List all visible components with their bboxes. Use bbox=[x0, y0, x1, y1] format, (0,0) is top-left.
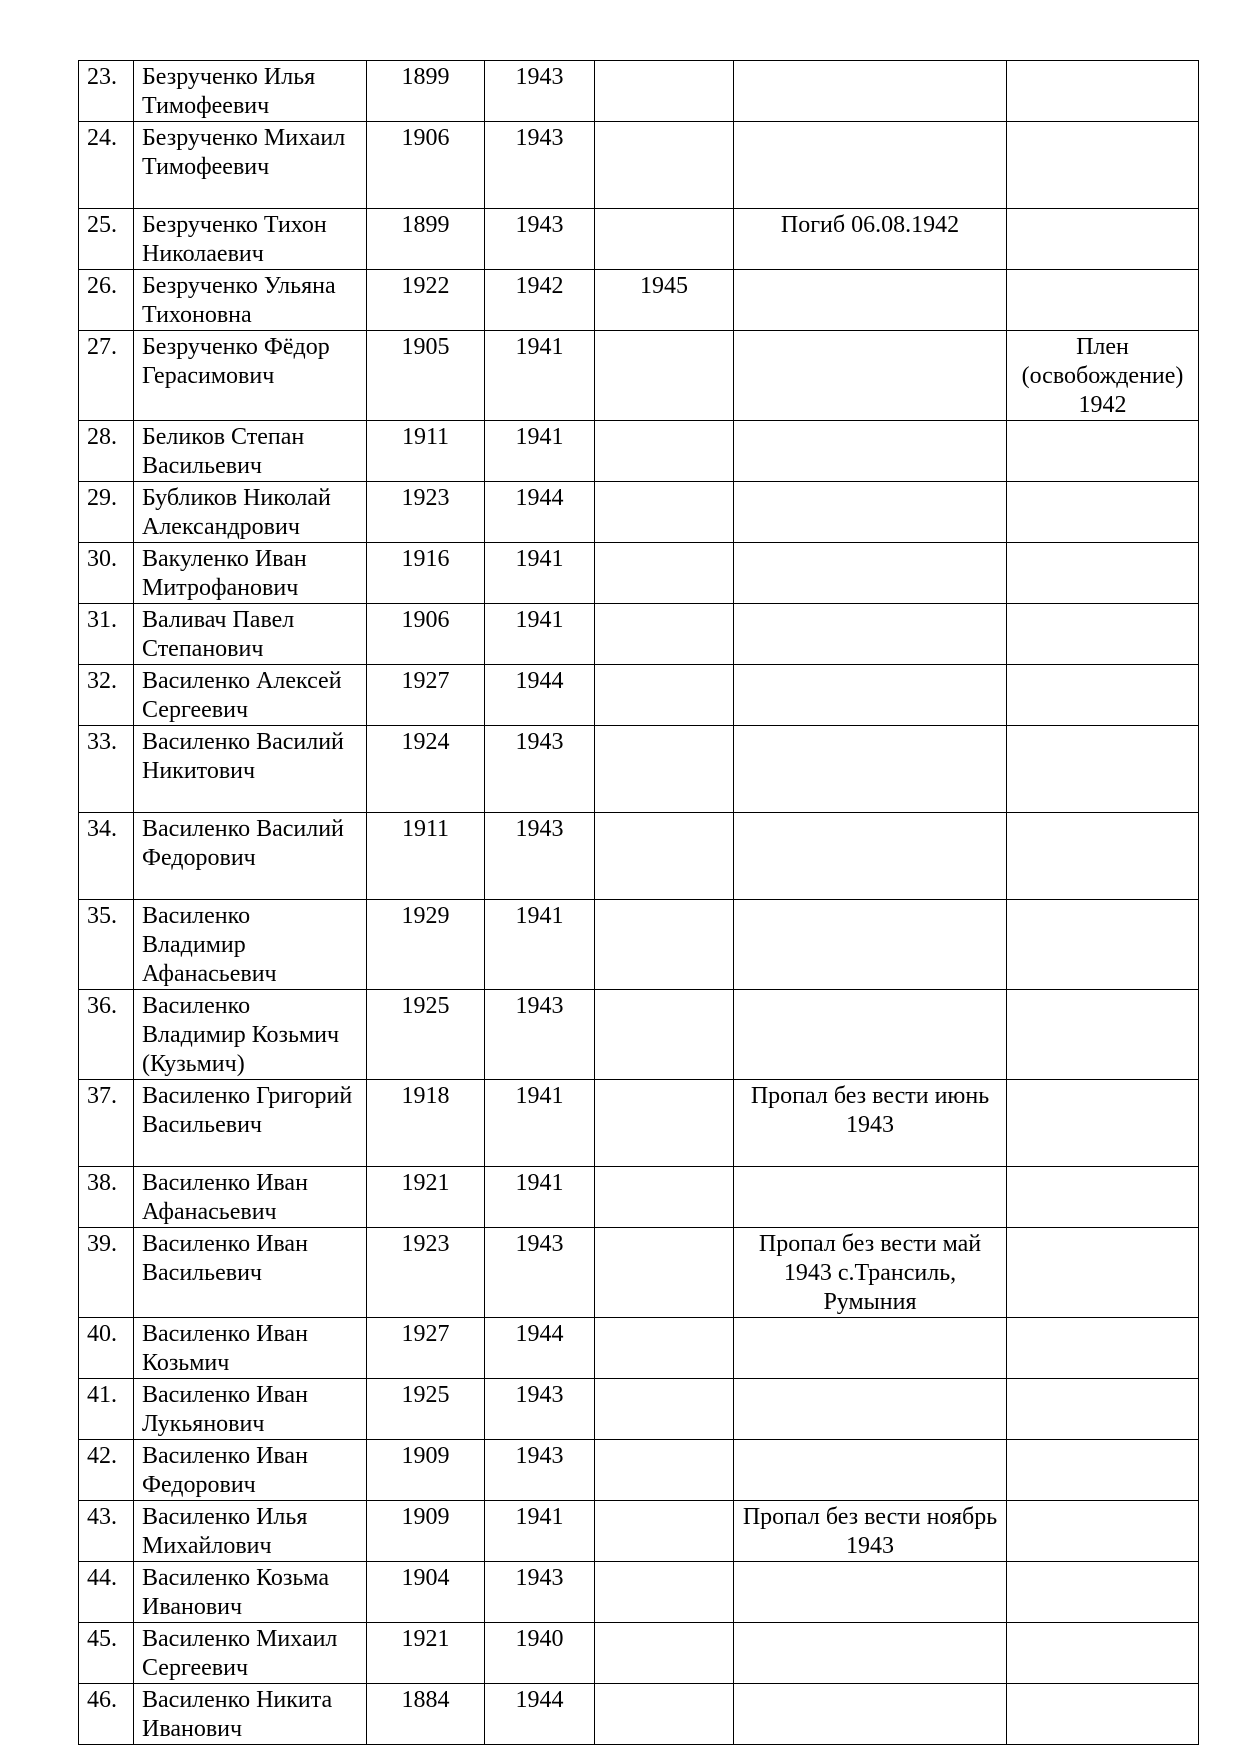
birth-year-cell: 1899 bbox=[367, 209, 485, 270]
conscription-year-cell: 1943 bbox=[485, 1440, 595, 1501]
birth-year-cell: 1906 bbox=[367, 122, 485, 209]
row-number-cell: 34. bbox=[79, 813, 134, 900]
conscription-year-cell: 1940 bbox=[485, 1623, 595, 1684]
captivity-note-cell bbox=[1007, 1167, 1199, 1228]
fate-note-cell bbox=[734, 604, 1007, 665]
row-number-cell: 38. bbox=[79, 1167, 134, 1228]
table-row bbox=[79, 990, 1199, 1080]
table-row bbox=[79, 270, 1199, 331]
row-number-cell: 44. bbox=[79, 1562, 134, 1623]
full-name-cell: Василенко Михаил Сергеевич bbox=[134, 1623, 367, 1684]
captivity-note-cell: Плен (освобождение) 1942 bbox=[1007, 331, 1199, 421]
birth-year-cell: 1927 bbox=[367, 665, 485, 726]
return-year-cell bbox=[595, 813, 734, 900]
fate-note-cell: Пропал без вести ноябрь 1943 bbox=[734, 1501, 1007, 1562]
captivity-note-cell bbox=[1007, 482, 1199, 543]
row-number-cell: 35. bbox=[79, 900, 134, 990]
full-name-cell: Безрученко Ульяна Тихоновна bbox=[134, 270, 367, 331]
row-number-cell: 33. bbox=[79, 726, 134, 813]
conscription-year-cell: 1943 bbox=[485, 61, 595, 122]
birth-year-cell: 1925 bbox=[367, 1379, 485, 1440]
row-number-cell: 27. bbox=[79, 331, 134, 421]
birth-year-cell: 1916 bbox=[367, 543, 485, 604]
row-number-cell: 41. bbox=[79, 1379, 134, 1440]
return-year-cell bbox=[595, 1080, 734, 1167]
full-name-cell: Василенко Василий Федорович bbox=[134, 813, 367, 900]
conscription-year-cell: 1944 bbox=[485, 1318, 595, 1379]
birth-year-cell: 1911 bbox=[367, 421, 485, 482]
full-name-cell: Василенко Илья Михайлович bbox=[134, 1501, 367, 1562]
birth-year-cell: 1929 bbox=[367, 900, 485, 990]
table-row bbox=[79, 900, 1199, 990]
full-name-cell: Василенко Козьма Иванович bbox=[134, 1562, 367, 1623]
conscription-year-cell: 1943 bbox=[485, 1228, 595, 1318]
return-year-cell bbox=[595, 604, 734, 665]
birth-year-cell: 1921 bbox=[367, 1167, 485, 1228]
conscription-year-cell: 1941 bbox=[485, 543, 595, 604]
return-year-cell bbox=[595, 990, 734, 1080]
fate-note-cell bbox=[734, 900, 1007, 990]
full-name-cell: Беликов Степан Васильевич bbox=[134, 421, 367, 482]
captivity-note-cell bbox=[1007, 1440, 1199, 1501]
row-number-cell: 39. bbox=[79, 1228, 134, 1318]
fate-note-cell: Пропал без вести июнь 1943 bbox=[734, 1080, 1007, 1167]
return-year-cell bbox=[595, 482, 734, 543]
conscription-year-cell: 1944 bbox=[485, 665, 595, 726]
conscription-year-cell: 1943 bbox=[485, 122, 595, 209]
fate-note-cell bbox=[734, 1379, 1007, 1440]
fate-note-cell bbox=[734, 1623, 1007, 1684]
row-number-cell: 29. bbox=[79, 482, 134, 543]
table-row bbox=[79, 482, 1199, 543]
birth-year-cell: 1927 bbox=[367, 1318, 485, 1379]
birth-year-cell: 1921 bbox=[367, 1623, 485, 1684]
return-year-cell bbox=[595, 1167, 734, 1228]
full-name-cell: Безрученко Михаил Тимофеевич bbox=[134, 122, 367, 209]
return-year-cell bbox=[595, 331, 734, 421]
birth-year-cell: 1911 bbox=[367, 813, 485, 900]
table-row bbox=[79, 543, 1199, 604]
captivity-note-cell bbox=[1007, 604, 1199, 665]
captivity-note-cell bbox=[1007, 665, 1199, 726]
table-row bbox=[79, 331, 1199, 421]
fate-note-cell: Погиб 06.08.1942 bbox=[734, 209, 1007, 270]
full-name-cell: Василенко Василий Никитович bbox=[134, 726, 367, 813]
captivity-note-cell bbox=[1007, 1318, 1199, 1379]
fate-note-cell bbox=[734, 482, 1007, 543]
conscription-year-cell: 1943 bbox=[485, 209, 595, 270]
return-year-cell bbox=[595, 1379, 734, 1440]
return-year-cell bbox=[595, 122, 734, 209]
captivity-note-cell bbox=[1007, 270, 1199, 331]
captivity-note-cell bbox=[1007, 1684, 1199, 1745]
birth-year-cell: 1922 bbox=[367, 270, 485, 331]
captivity-note-cell bbox=[1007, 813, 1199, 900]
full-name-cell: Безрученко Тихон Николаевич bbox=[134, 209, 367, 270]
fate-note-cell bbox=[734, 726, 1007, 813]
row-number-cell: 36. bbox=[79, 990, 134, 1080]
row-number-cell: 23. bbox=[79, 61, 134, 122]
conscription-year-cell: 1941 bbox=[485, 1167, 595, 1228]
conscription-year-cell: 1941 bbox=[485, 1501, 595, 1562]
birth-year-cell: 1884 bbox=[367, 1684, 485, 1745]
conscription-year-cell: 1943 bbox=[485, 990, 595, 1080]
roster-table-body bbox=[79, 61, 1199, 1745]
row-number-cell: 24. bbox=[79, 122, 134, 209]
row-number-cell: 46. bbox=[79, 1684, 134, 1745]
return-year-cell bbox=[595, 1440, 734, 1501]
table-row bbox=[79, 1501, 1199, 1562]
fate-note-cell bbox=[734, 1684, 1007, 1745]
full-name-cell: Василенко Иван Козьмич bbox=[134, 1318, 367, 1379]
return-year-cell bbox=[595, 1318, 734, 1379]
return-year-cell bbox=[595, 726, 734, 813]
table-row bbox=[79, 421, 1199, 482]
table-row bbox=[79, 1167, 1199, 1228]
full-name-cell: Василенко Владимир Козьмич (Кузьмич) bbox=[134, 990, 367, 1080]
conscription-year-cell: 1943 bbox=[485, 726, 595, 813]
conscription-year-cell: 1941 bbox=[485, 421, 595, 482]
captivity-note-cell bbox=[1007, 421, 1199, 482]
birth-year-cell: 1924 bbox=[367, 726, 485, 813]
table-row bbox=[79, 813, 1199, 900]
full-name-cell: Бубликов Николай Александрович bbox=[134, 482, 367, 543]
fate-note-cell bbox=[734, 1318, 1007, 1379]
conscription-year-cell: 1941 bbox=[485, 900, 595, 990]
return-year-cell bbox=[595, 61, 734, 122]
captivity-note-cell bbox=[1007, 1080, 1199, 1167]
conscription-year-cell: 1942 bbox=[485, 270, 595, 331]
fate-note-cell bbox=[734, 1562, 1007, 1623]
full-name-cell: Василенко Иван Васильевич bbox=[134, 1228, 367, 1318]
full-name-cell: Василенко Никита Иванович bbox=[134, 1684, 367, 1745]
table-row bbox=[79, 1562, 1199, 1623]
fate-note-cell bbox=[734, 331, 1007, 421]
return-year-cell bbox=[595, 1623, 734, 1684]
fate-note-cell bbox=[734, 61, 1007, 122]
table-row bbox=[79, 1379, 1199, 1440]
return-year-cell: 1945 bbox=[595, 270, 734, 331]
conscription-year-cell: 1941 bbox=[485, 604, 595, 665]
row-number-cell: 40. bbox=[79, 1318, 134, 1379]
captivity-note-cell bbox=[1007, 209, 1199, 270]
table-row bbox=[79, 726, 1199, 813]
row-number-cell: 26. bbox=[79, 270, 134, 331]
row-number-cell: 28. bbox=[79, 421, 134, 482]
conscription-year-cell: 1943 bbox=[485, 813, 595, 900]
birth-year-cell: 1918 bbox=[367, 1080, 485, 1167]
conscription-year-cell: 1943 bbox=[485, 1379, 595, 1440]
table-row bbox=[79, 1318, 1199, 1379]
captivity-note-cell bbox=[1007, 1623, 1199, 1684]
birth-year-cell: 1923 bbox=[367, 1228, 485, 1318]
return-year-cell bbox=[595, 421, 734, 482]
return-year-cell bbox=[595, 543, 734, 604]
return-year-cell bbox=[595, 1228, 734, 1318]
birth-year-cell: 1904 bbox=[367, 1562, 485, 1623]
captivity-note-cell bbox=[1007, 900, 1199, 990]
conscription-year-cell: 1941 bbox=[485, 331, 595, 421]
full-name-cell: Василенко Григорий Васильевич bbox=[134, 1080, 367, 1167]
return-year-cell bbox=[595, 1684, 734, 1745]
row-number-cell: 32. bbox=[79, 665, 134, 726]
captivity-note-cell bbox=[1007, 543, 1199, 604]
table-row bbox=[79, 1623, 1199, 1684]
fate-note-cell bbox=[734, 421, 1007, 482]
birth-year-cell: 1923 bbox=[367, 482, 485, 543]
captivity-note-cell bbox=[1007, 1228, 1199, 1318]
fate-note-cell bbox=[734, 1167, 1007, 1228]
full-name-cell: Валивач Павел Степанович bbox=[134, 604, 367, 665]
fate-note-cell bbox=[734, 122, 1007, 209]
conscription-year-cell: 1943 bbox=[485, 1562, 595, 1623]
fate-note-cell bbox=[734, 990, 1007, 1080]
full-name-cell: Василенко Алексей Сергеевич bbox=[134, 665, 367, 726]
row-number-cell: 43. bbox=[79, 1501, 134, 1562]
full-name-cell: Вакуленко Иван Митрофанович bbox=[134, 543, 367, 604]
table-row bbox=[79, 1440, 1199, 1501]
return-year-cell bbox=[595, 1562, 734, 1623]
table-row bbox=[79, 1080, 1199, 1167]
table-row bbox=[79, 209, 1199, 270]
table-row bbox=[79, 604, 1199, 665]
birth-year-cell: 1899 bbox=[367, 61, 485, 122]
fate-note-cell: Пропал без вести май 1943 с.Трансиль, Румыния bbox=[734, 1228, 1007, 1318]
captivity-note-cell bbox=[1007, 726, 1199, 813]
conscription-year-cell: 1941 bbox=[485, 1080, 595, 1167]
full-name-cell: Василенко Владимир Афанасьевич bbox=[134, 900, 367, 990]
captivity-note-cell bbox=[1007, 1501, 1199, 1562]
table-row bbox=[79, 1228, 1199, 1318]
fate-note-cell bbox=[734, 1440, 1007, 1501]
birth-year-cell: 1905 bbox=[367, 331, 485, 421]
captivity-note-cell bbox=[1007, 1379, 1199, 1440]
return-year-cell bbox=[595, 209, 734, 270]
row-number-cell: 45. bbox=[79, 1623, 134, 1684]
table-row bbox=[79, 1684, 1199, 1745]
fate-note-cell bbox=[734, 813, 1007, 900]
birth-year-cell: 1909 bbox=[367, 1501, 485, 1562]
full-name-cell: Василенко Иван Афанасьевич bbox=[134, 1167, 367, 1228]
table-row bbox=[79, 665, 1199, 726]
captivity-note-cell bbox=[1007, 1562, 1199, 1623]
conscription-year-cell: 1944 bbox=[485, 1684, 595, 1745]
full-name-cell: Василенко Иван Лукьянович bbox=[134, 1379, 367, 1440]
return-year-cell bbox=[595, 665, 734, 726]
fate-note-cell bbox=[734, 665, 1007, 726]
row-number-cell: 30. bbox=[79, 543, 134, 604]
captivity-note-cell bbox=[1007, 61, 1199, 122]
fate-note-cell bbox=[734, 543, 1007, 604]
fate-note-cell bbox=[734, 270, 1007, 331]
row-number-cell: 42. bbox=[79, 1440, 134, 1501]
table-row bbox=[79, 122, 1199, 209]
return-year-cell bbox=[595, 1501, 734, 1562]
row-number-cell: 25. bbox=[79, 209, 134, 270]
birth-year-cell: 1925 bbox=[367, 990, 485, 1080]
birth-year-cell: 1909 bbox=[367, 1440, 485, 1501]
birth-year-cell: 1906 bbox=[367, 604, 485, 665]
row-number-cell: 37. bbox=[79, 1080, 134, 1167]
conscription-year-cell: 1944 bbox=[485, 482, 595, 543]
captivity-note-cell bbox=[1007, 122, 1199, 209]
full-name-cell: Безрученко Фёдор Герасимович bbox=[134, 331, 367, 421]
captivity-note-cell bbox=[1007, 990, 1199, 1080]
table-row bbox=[79, 61, 1199, 122]
full-name-cell: Безрученко Илья Тимофеевич bbox=[134, 61, 367, 122]
return-year-cell bbox=[595, 900, 734, 990]
roster-table bbox=[78, 60, 1199, 1745]
row-number-cell: 31. bbox=[79, 604, 134, 665]
full-name-cell: Василенко Иван Федорович bbox=[134, 1440, 367, 1501]
